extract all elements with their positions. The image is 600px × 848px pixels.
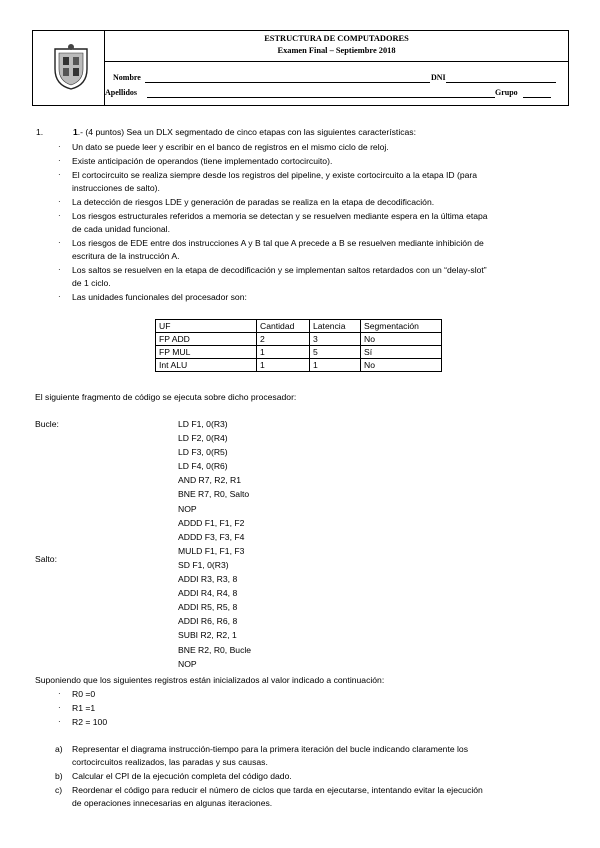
bullet-item-continued: de cada unidad funcional.: [72, 224, 170, 234]
register-value: R0 =0: [72, 689, 96, 699]
code-line: SUBI R2, R2, 1: [178, 630, 237, 641]
table-row: [156, 346, 442, 359]
apellidos-label: Apellidos: [105, 88, 138, 97]
part-text: Reordenar el código para reducir el número de ciclos que tarda en ejecutarse, intentando evitar la ejecución: [72, 785, 483, 795]
nombre-label: Nombre: [113, 73, 141, 82]
bullet-item-continued: escritura de la instrucción A.: [72, 251, 180, 261]
exam-course-title: ESTRUCTURA DE COMPUTADORES: [264, 34, 409, 43]
code-label-salto: Salto:: [35, 554, 57, 564]
bullet-dot: ·: [58, 292, 61, 301]
part-letter: c): [55, 785, 63, 795]
part-text: Calcular el CPI de la ejecución completa del código dado.: [72, 771, 292, 781]
part-text-continued: cortocircuitos realizados, las paradas y sus causas.: [72, 757, 268, 767]
table-header-cell: Segmentación: [361, 320, 442, 333]
bullet-dot: ·: [58, 238, 61, 247]
bullet-item: Los saltos se resuelven en la etapa de decodificación y se implementan saltos retardados con un “delay-slot”: [72, 265, 487, 275]
bullet-dot: ·: [58, 703, 61, 712]
code-listing: [178, 417, 251, 671]
university-seal-icon: [51, 43, 91, 91]
question-number: 1: [73, 127, 78, 137]
bullet-dot: ·: [58, 211, 61, 220]
bullet-item: Los riesgos de EDE entre dos instrucciones A y B tal que A precede a B se resuelven mediante inhibición de: [72, 238, 484, 248]
table-cell: FP ADD: [156, 333, 257, 346]
table-cell: Sí: [361, 346, 442, 359]
code-line: ADDI R3, R3, 8: [178, 574, 238, 585]
code-line: MULD F1, F1, F3: [178, 545, 245, 556]
registers-intro: Suponiendo que los siguientes registros están inicializados al valor indicado a continuación:: [35, 675, 385, 685]
code-line: BNE R2, R0, Bucle: [178, 644, 252, 655]
register-value: R2 = 100: [72, 717, 108, 727]
part-letter: b): [55, 771, 63, 781]
code-line: BNE R7, R0, Salto: [178, 489, 250, 500]
code-line: LD F4, 0(R6): [178, 461, 228, 472]
bullet-item-continued: instrucciones de salto).: [72, 183, 160, 193]
table-header-row: [156, 320, 442, 333]
bullet-item: Los riesgos estructurales referidos a memoria se detectan y se resuelven mediante espera en la última etapa: [72, 211, 488, 221]
question-intro-text: .- (4 puntos) Sea un DLX segmentado de cinco etapas con las siguientes características:: [77, 127, 416, 137]
bullet-dot: ·: [58, 717, 61, 726]
code-intro: El siguiente fragmento de código se ejecuta sobre dicho procesador:: [35, 392, 297, 402]
functional-units-table: [155, 319, 442, 372]
bullet-dot: ·: [58, 142, 61, 151]
part-text-continued: de operaciones innecesarias en algunas iteraciones.: [72, 798, 273, 808]
question-intro: [73, 127, 416, 138]
code-line: ADDI R5, R5, 8: [178, 602, 238, 613]
exam-session-title: Examen Final – Septiembre 2018: [277, 46, 396, 55]
code-line: SD F1, 0(R3): [178, 559, 229, 570]
question-list-number: 1.: [36, 127, 44, 137]
bullet-dot: ·: [58, 156, 61, 165]
code-line: LD F1, 0(R3): [178, 419, 228, 429]
code-line: ADDI R4, R4, 8: [178, 588, 238, 599]
code-line: AND R7, R2, R1: [178, 475, 242, 486]
bullet-dot: ·: [58, 265, 61, 274]
table-row: [156, 359, 442, 372]
table-cell: No: [361, 333, 442, 346]
bullet-item: Existe anticipación de operandos (tiene implementado cortocircuito).: [72, 156, 333, 166]
table-header-cell: Latencia: [310, 320, 361, 333]
nombre-field[interactable]: [145, 82, 430, 83]
table-cell: FP MUL: [156, 346, 257, 359]
code-line: ADDD F3, F3, F4: [178, 531, 245, 542]
apellidos-field[interactable]: [147, 97, 495, 98]
code-line: ADDI R6, R6, 8: [178, 616, 238, 627]
code-line: LD F2, 0(R4): [178, 433, 228, 444]
code-line: NOP: [178, 503, 197, 514]
grupo-label: Grupo: [495, 88, 518, 97]
table-cell: 1: [257, 346, 310, 359]
table-cell: 5: [310, 346, 361, 359]
bullet-item: El cortocircuito se realiza siempre desde los registros del pipeline, y existe cortocircuito a la etapa ID (para: [72, 170, 478, 180]
bullet-item: Las unidades funcionales del procesador son:: [72, 292, 247, 302]
exam-header: [32, 30, 569, 106]
bullet-item: Un dato se puede leer y escribir en el banco de registros en el mismo ciclo de reloj.: [72, 142, 389, 152]
bullet-item-continued: de 1 ciclo.: [72, 278, 111, 288]
grupo-field[interactable]: [523, 97, 551, 98]
table-header-cell: Cantidad: [257, 320, 310, 333]
code-label-bucle: Bucle:: [35, 419, 59, 429]
bullet-item: La detección de riesgos LDE y generación de paradas se realiza en la etapa de decodificación.: [72, 197, 435, 207]
table-cell: 3: [310, 333, 361, 346]
part-letter: a): [55, 744, 63, 754]
register-value: R1 =1: [72, 703, 96, 713]
bullet-dot: ·: [58, 170, 61, 179]
code-line: NOP: [178, 658, 197, 669]
table-cell: 2: [257, 333, 310, 346]
dni-field[interactable]: [446, 82, 556, 83]
header-title-separator: [104, 61, 568, 62]
bullet-dot: ·: [58, 197, 61, 206]
table-cell: 1: [257, 359, 310, 372]
table-cell: 1: [310, 359, 361, 372]
code-line: LD F3, 0(R5): [178, 447, 228, 458]
code-line: ADDD F1, F1, F2: [178, 517, 245, 528]
bullet-dot: ·: [58, 689, 61, 698]
dni-label: DNI: [431, 73, 446, 82]
table-cell: Int ALU: [156, 359, 257, 372]
table-header-cell: UF: [156, 320, 257, 333]
table-row: [156, 333, 442, 346]
part-text: Representar el diagrama instrucción-tiempo para la primera iteración del bucle indicando claramente los: [72, 744, 468, 754]
table-cell: No: [361, 359, 442, 372]
